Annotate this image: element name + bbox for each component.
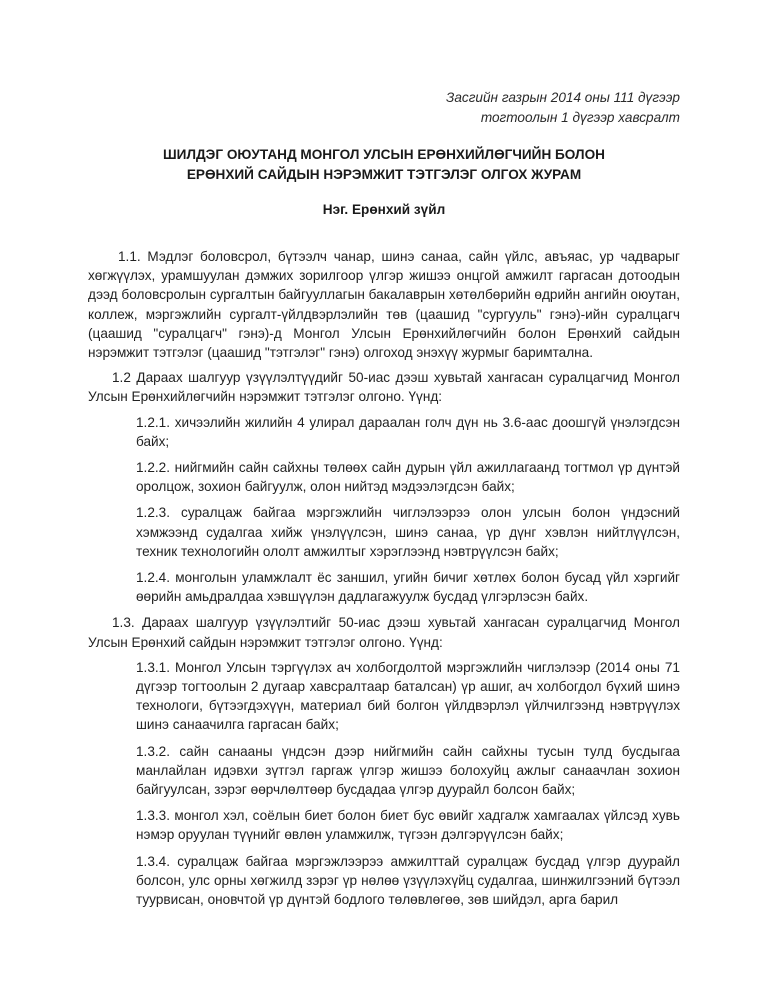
document-title (88, 145, 680, 185)
document-body (88, 247, 680, 916)
section-1-2-3: 1.2.3. суралцаж байгаа мэргэжлийн чиглэлээрээ олон улсын болон үндэсний хэмжээнд судалгаа хийж үнэлүүлсэн, шинэ санаа, үр дүнг хэвлэн нийтлүүлсэн, техник технологийн ололт амжилтыг хэрэглээнд нэвтрүүлсэн байх; (136, 505, 680, 559)
section-1-3-3: 1.3.3. монгол хэл, соёлын биет болон биет бус өвийг хадгалж хамгаалах үйлсэд хувь нэмэр оруулан түүнийг өвлөн уламжилж, түгээн дэлгэрүүлсэн байх; (136, 808, 680, 843)
section-1-3-4: 1.3.4. суралцаж байгаа мэргэжлээрээ амжилттай суралцаж бусдад үлгэр дуурайл болсон, улс орны хөгжилд зэрэг үр нөлөө үзүүлэхүйц судалгаа, шинжилгээний бүтээл туурвисан, оновчтой үр дүнтэй бодлого төлөвлөгөө, зөв шийдэл, арга барил (136, 853, 680, 908)
section-1-3-1: 1.3.1. Монгол Улсын тэргүүлэх ач холбогдолтой мэргэжлийн чиглэлээр (2014 оны 71 дүгээр тогтоолын 2 дугаар хавсралтаар баталсан) үр ашиг, ач холбогдол бүхий шинэ технологи, бүтээгдэхүүн, материал бий болгон үйлдвэрлэл үйлчилгээнд нэвтрүүлэх шинэ санаачилга гаргасан байх; (136, 659, 680, 733)
section-1-2-1: 1.2.1. хичээлийн жилийн 4 улирал дараалан голч дүн нь 3.6-аас доошгүй үнэлэгдсэн байх; (136, 414, 680, 449)
approval-note-line-1: Засгийн газрын 2014 оны 111 дүгээр (446, 90, 680, 105)
document-title-line-2: ЕРӨНХИЙ САЙДЫН НЭРЭМЖИТ ТЭТГЭЛЭГ ОЛГОХ ЖУРАМ (186, 167, 582, 182)
approval-note-line-2: тогтоолын 1 дүгээр хавсралт (480, 110, 680, 125)
section-1-1: 1.1. Мэдлэг боловсрол, бүтээлч чанар, шинэ санаа, сайн үйлс, авъяас, ур чадварыг хөгжүүлэх, урамшуулан дэмжих зорилгоор үлгэр жишээ онцгой амжилт гаргасан дотоодын дээд боловсролын сургалтын байгууллагын бакалаврын хөтөлбөрийн өдрийн ангийн оюутан, коллеж, мэргэжлийн сургалт-үйлдвэрлэлийн төв (цаашид "сургууль" гэнэ)-ийн суралцагч (цаашид "суралцагч" гэнэ)-д Монгол Улсын Ерөнхийлөгчийн болон Ерөнхий сайдын нэрэмжит тэтгэлэг (цаашид "тэтгэлэг" гэнэ) олгоход энэхүү журмыг баримтална. (88, 249, 680, 361)
section-1-3-2: 1.3.2. сайн санааны үндсэн дээр нийгмийн сайн сайхны тусын тулд бусдыгаа манлайлан идэвхи зүтгэл гаргаж үлгэр жишээ болохуйц ажлыг санаачлан зохион байгуулсан, зэрэг өөрчлөлтөөр бусдадаа үлгэр дуурайл болсон байх; (136, 743, 680, 798)
section-1-2: 1.2 Дараах шалгуур үзүүлэлтүүдийг 50-иас дээш хувьтай хангасан суралцагчид Монгол Улсын Ерөнхийлөгчийн нэрэмжит тэтгэлэг олгоно. Үүнд: (88, 370, 680, 405)
approval-note (446, 88, 680, 128)
chapter-heading: Нэг. Ерөнхий зүйл (322, 202, 446, 217)
section-1-2-4: 1.2.4. монголын уламжлалт ёс заншил, угийн бичиг хөтлөх болон бусад үйл хэргийг өөрийн амьдралдаа хэвшүүлэн дадлагажуулж бусдад үлгэрлэсэн байх. (136, 570, 680, 605)
section-1-3: 1.3. Дараах шалгуур үзүүлэлтийг 50-иас дээш хувьтай хангасан суралцагчид Монгол Улсын Ерөнхий сайдын нэрэмжит тэтгэлэг олгоно. Үүнд: (88, 615, 680, 650)
section-1-2-2: 1.2.2. нийгмийн сайн сайхны төлөөх сайн дурын үйл ажиллагаанд тогтмол үр дүнтэй оролцож, зохион байгуулж, олон нийтэд мэдээлэгдсэн байх; (136, 460, 680, 495)
document-title-line-1: ШИЛДЭГ ОЮУТАНД МОНГОЛ УЛСЫН ЕРӨНХИЙЛӨГЧИЙН БОЛОН (163, 147, 605, 162)
